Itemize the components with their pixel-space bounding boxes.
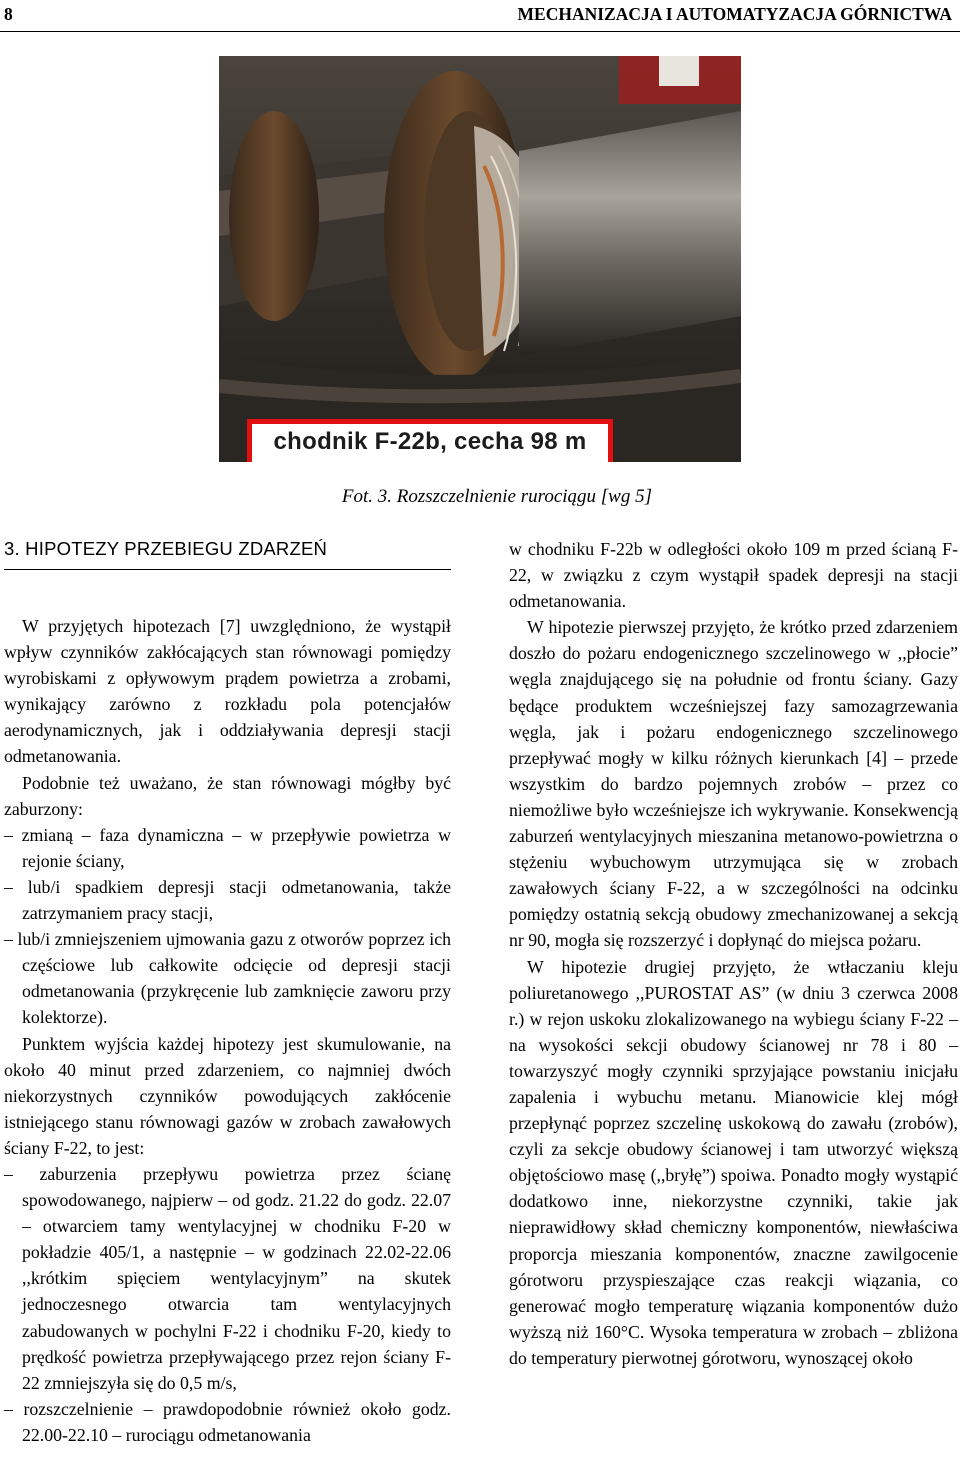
- paragraph: W przyjętych hipotezach [7] uwzględniono, że wystąpił wpływ czynników zakłócających stan równowagi pomiędzy wyrobiskami z opływowym prądem powietrza a zrobami, wynikający zarówno z rozkładu pola potencjałów aerodynamicznych, jak i oddziaływania depresji stacji odmetanowania.: [4, 616, 451, 767]
- paragraph: W hipotezie pierwszej przyjęto, że krótko przed zdarzeniem doszło do pożaru endogenicznego szczelinowego w ,,płocie” węgla znajdującego się na południe od frontu ściany. Gazy będące produktem wcześniejszej fazy samozagrzewania węgla, jak i pożaru endogenicznego szczelinowego przepływać mogły w kilku różnych kierunkach [4] – przede wszystkim do bardzo pojemnych zrobów – przez co niemożliwe było wcześniejsze ich wykrywanie. Konsekwencją zaburzeń wentylacyjnych mieszanina metanowo-powietrzna o stężeniu wybuchowym utrzymująca się w zrobach zawałowych ściany F-22, a w szczególności na odcinku pomiędzy ostatnią sekcją obudowy zmechanizowanej a sekcją nr 90, mogła się rozszerzyć i dopłynąć do miejsca pożaru.: [509, 617, 958, 951]
- list-item: – zaburzenia przepływu powietrza przez ścianę spowodowanego, najpierw – od godz. 21.22 do godz. 22.07 – otwarciem tamy wentylacyjnej w chodniku F-20 w pokładzie 405/1, a następnie – w godzinach 22.02-22.06 ,,krótkim spięciem wentylacyjnym” na skutek jednoczesnego otwarcia tam wentylacyjnych zabudowanych w pochylni F-22 i chodniku F-20, kiedy to prędkość powietrza przepływającego przez rejon ściany F-22 zmniejszyła się do 0,5 m/s,: [4, 1163, 451, 1393]
- section-rule: [4, 569, 451, 570]
- page-number: 8: [4, 4, 13, 24]
- paragraph: Podobnie też uważano, że stan równowagi mógłby być zaburzony:: [4, 772, 451, 819]
- list-item: – rozszczelnienie – prawdopodobnie również około godz. 22.00-22.10 – rurociągu odmetanowania: [4, 1398, 451, 1445]
- section-title: 3. HIPOTEZY PRZEBIEGU ZDARZEŃ: [4, 538, 328, 559]
- page-header: [0, 0, 960, 30]
- journal-title: MECHANIZACJA I AUTOMATYZACJA GÓRNICTWA: [517, 4, 952, 24]
- pipeline-photo-drawing: [219, 56, 741, 462]
- list-item: – lub/i spadkiem depresji stacji odmetanowania, także zatrzymaniem pracy stacji,: [4, 876, 451, 924]
- photo-label: chodnik F-22b, cecha 98 m: [247, 419, 613, 462]
- paragraph: W hipotezie drugiej przyjęto, że wtłaczaniu kleju poliuretanowego ,,PUROSTAT AS” (w dniu 3 czerwca 2008 r.) w rejon uskoku zlokalizowanego na wybiegu ściany F-22 – na wysokości sekcji obudowy ścianowej nr 78 i 80 – towarzyszyć mogły czynniki sprzyjające powstaniu inicjału zapalenia i wybuchu metanu. Mianowicie klej mógł przepłynąć poprzez szczelinę uskokową do zawału (zrobów), czyli za sekcje obudowy ścianowej i tam utworzyć większą objętościowo masę (,,bryłę”) spoiwa. Ponadto mogły wystąpić dodatkowo inne, niekorzystne czynniki, takie jak nieprawidłowy skład chemiczny komponentów, niewłaściwa proporcja mieszania komponentów, znaczne zawilgocenie górotworu przyspieszające czas reakcji wiązania, co generować mogło temperaturę wiązania komponentów dużo wyższą niż 160°C. Wysoka temperatura w zrobach – zbliżona do temperatury pierwotnej górotworu, wynoszącej około: [509, 956, 958, 1368]
- list-item: – lub/i zmniejszeniem ujmowania gazu z otworów poprzez ich częściowe lub całkowite odcięcie od depresji stacji odmetanowania (przykręcenie lub zamknięcie zaworu przy kolektorze).: [4, 929, 451, 1028]
- list-item: – zmianą – faza dynamiczna – w przepływie powietrza w rejonie ściany,: [4, 824, 451, 871]
- right-column: [509, 536, 958, 1371]
- paragraph: Punktem wyjścia każdej hipotezy jest skumulowanie, na około 40 minut przed zdarzeniem, co najmniej dwóch niekorzystnych czynników powodujących zakłócenie istniejącego stanu równowagi gazów w zrobach zawałowych ściany F-22, to jest:: [4, 1033, 451, 1158]
- paragraph: w chodniku F-22b w odległości około 109 m przed ścianą F-22, w związku z czym wystąpił spadek depresji na stacji odmetanowania.: [509, 539, 958, 612]
- pipeline-photo: [219, 56, 741, 462]
- left-column: [4, 613, 451, 1448]
- header-rule: [0, 31, 960, 32]
- figure-caption: Fot. 3. Rozszczelnienie rurociągu [wg 5]: [341, 486, 652, 507]
